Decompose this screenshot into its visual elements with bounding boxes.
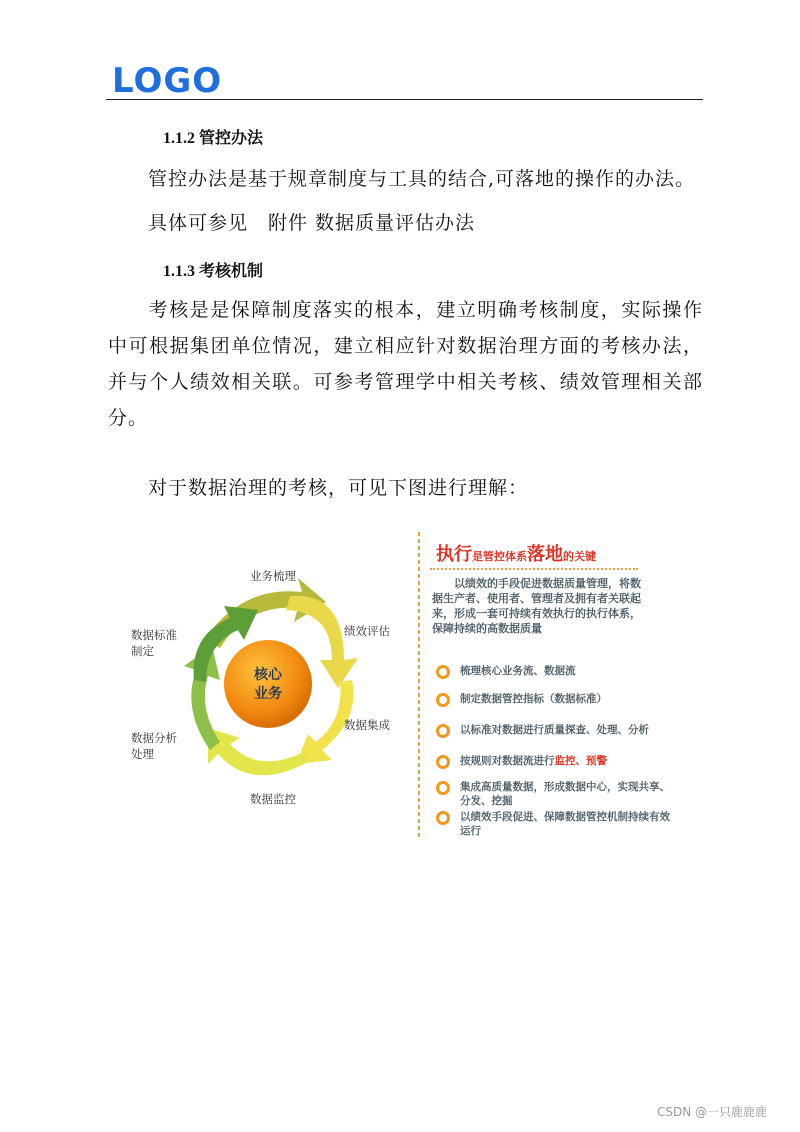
cycle-label: 制定 <box>131 644 154 658</box>
panel-dashed-border <box>418 532 420 838</box>
section-heading-1-1-2: 1.1.2 管控办法 <box>163 130 264 147</box>
paragraph: 对于数据治理的考核，可见下图进行理解： <box>148 477 529 499</box>
panel-list-item: 以绩效手段促进、保障数据管控机制持续有效运行 <box>434 810 670 838</box>
ring-bullet-icon <box>436 665 450 679</box>
panel-list-item: 集成高质量数据，形成数据中心，实现共享、分发、挖掘 <box>434 780 670 808</box>
logo-text: LOGO <box>112 62 222 96</box>
ring-bullet-icon <box>436 724 450 738</box>
header-divider <box>106 99 703 100</box>
core-business-circle <box>224 640 312 728</box>
cycle-arrow-yellow-bottom <box>208 728 308 775</box>
panel-intro: 以绩效的手段促进数据质量管理，将数据生产者、使用者、管理者及拥有者关联起来，形成一套可持续有效执行的执行体系，保障持续的高数据质量 <box>432 577 641 635</box>
cycle-label: 绩效评估 <box>344 624 390 638</box>
cycle-label: 处理 <box>131 747 154 761</box>
panel-list-item: 制定数据管控指标（数据标准） <box>434 692 670 706</box>
panel-list-item: 按规则对数据流进行监控、预警 <box>434 754 670 768</box>
panel-list-item: 以标准对数据进行质量探查、处理、分析 <box>434 723 670 737</box>
ring-bullet-icon <box>436 693 450 707</box>
core-label-line1: 核心 <box>254 667 282 683</box>
cycle-label: 数据标准 <box>131 628 177 642</box>
cycle-label: 业务梳理 <box>250 569 296 583</box>
panel-divider <box>430 568 638 570</box>
panel-list-item: 梳理核心业务流、数据流 <box>434 664 670 678</box>
paragraph: 考核是是保障制度落实的根本，建立明确考核制度，实际操作中可根据集团单位情况，建立相应针对数据治理方面的考核办法，并与个人绩效相关联。可参考管理学中相关考核、绩效管理相关部分。 <box>108 299 703 429</box>
logo <box>112 62 222 96</box>
ring-bullet-icon <box>436 755 450 769</box>
ring-bullet-icon <box>436 811 450 825</box>
panel-title: 执行是管控体系落地的关键 <box>436 544 596 565</box>
core-label-line2: 业务 <box>254 686 282 702</box>
cycle-label: 数据分析 <box>131 731 177 745</box>
section-heading-1-1-3: 1.1.3 考核机制 <box>163 263 264 280</box>
paragraph-attachment-ref: 具体可参见 附件 数据质量评估办法 <box>148 212 476 234</box>
cycle-label: 数据监控 <box>250 792 296 806</box>
csdn-watermark: CSDN @一只鹿鹿鹿 <box>657 1105 768 1119</box>
cycle-label: 数据集成 <box>344 718 390 732</box>
paragraph: 管控办法是基于规章制度与工具的结合,可落地的操作的办法。 <box>148 168 696 190</box>
ring-bullet-icon <box>436 781 450 795</box>
execution-panel <box>418 532 670 840</box>
